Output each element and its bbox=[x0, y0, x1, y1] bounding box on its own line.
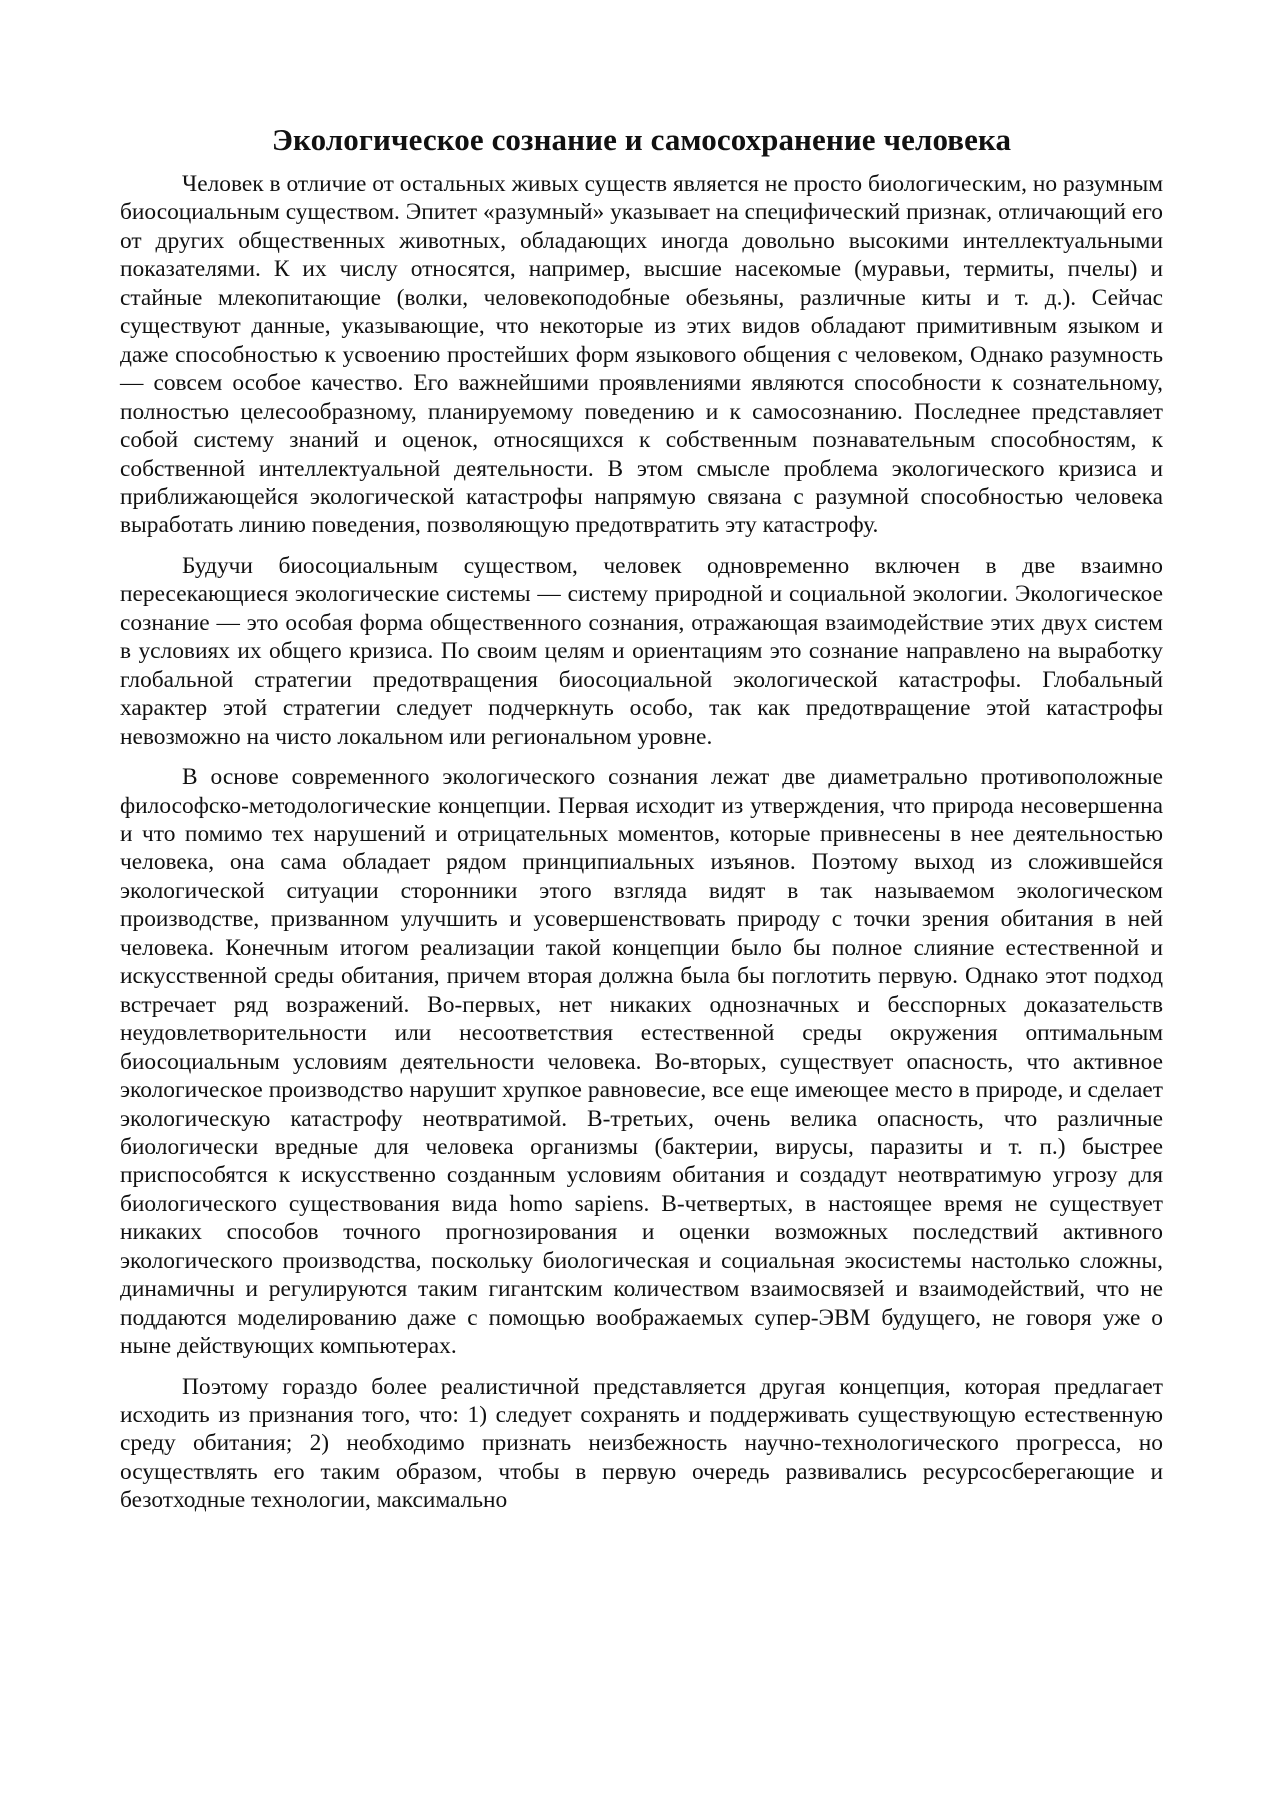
paragraph-3: В основе современного экологического сознания лежат две диаметрально противоположные философско-методологические концепции. Первая исходит из утверждения, что природа несовершенна и что помимо тех нарушений и отрицательных моментов, которые привнесены в нее деятельностью человека, она сама обладает рядом принципиальных изъянов. Поэтому выход из сложившейся экологической ситуации сторонники этого взгляда видят в так называемом экологическом производстве, призванном улучшить и усовершенствовать природу с точки зрения обитания в ней человека. Конечным итогом реализации такой концепции было бы полное слияние естественной и искусственной среды обитания, причем вторая должна была бы поглотить первую. Однако этот подход встречает ряд возражений. Во-первых, нет никаких однозначных и бесспорных доказательств неудовлетворительности или несоответствия естественной среды окружения оптимальным биосоциальным условиям деятельности человека. Во-вторых, существует опасность, что активное экологическое производство нарушит хрупкое равновесие, все еще имеющее место в природе, и сделает экологическую катастрофу неотвратимой. В-третьих, очень велика опасность, что различные биологически вредные для человека организмы (бактерии, вирусы, паразиты и т. п.) быстрее приспособятся к искусственно созданным условиям обитания и создадут неотвратимую угрозу для биологического существования вида homo sapiens. В-четвертых, в настоящее время не существует никаких способов точного прогнозирования и оценки возможных последствий активного экологического производства, поскольку биологическая и социальная экосистемы настолько сложны, динамичны и регулируются таким гигантским количеством взаимосвязей и взаимодействий, что не поддаются моделированию даже с помощью воображаемых супер-ЭВМ будущего, не говоря уже о ныне действующих компьютерах. bbox=[120, 764, 1163, 1360]
paragraph-1: Человек в отличие от остальных живых существ является не просто биологическим, но разумным биосоциальным существом. Эпитет «разумный» указывает на специфический признак, отличающий его от других общественных животных, обладающих иногда довольно высокими интеллектуальными показателями. К их числу относятся, например, высшие насекомые (муравьи, термиты, пчелы) и стайные млекопитающие (волки, человекоподобные обезьяны, различные киты и т. д.). Сейчас существуют данные, указывающие, что некоторые из этих видов обладают примитивным языком и даже способностью к усвоению простейших форм языкового общения с человеком, Однако разумность — совсем особое качество. Его важнейшими проявлениями являются способности к сознательному, полностью целесообразному, планируемому поведению и к самосознанию. Последнее представляет собой систему знаний и оценок, относящихся к собственным познавательным способностям, к собственной интеллектуальной деятельности. В этом смысле проблема экологического кризиса и приближающейся экологической катастрофы напрямую связана с разумной способностью человека выработать линию поведения, позволяющую предотвратить эту катастрофу. bbox=[120, 171, 1163, 539]
paragraph-4: Поэтому гораздо более реалистичной представляется другая концепция, которая предлагает исходить из признания того, что: 1) следует сохранять и поддерживать существующую естественную среду обитания; 2) необходимо признать неизбежность научно-технологического прогресса, но осуществлять его таким образом, чтобы в первую очередь развивались ресурсосберегающие и безотходные технологии, максимально bbox=[120, 1373, 1163, 1514]
paragraph-2: Будучи биосоциальным существом, человек одновременно включен в две взаимно пересекающиеся экологические системы — систему природной и социальной экологии. Экологическое сознание — это особая форма общественного сознания, отражающая взаимодействие этих двух систем в условиях их общего кризиса. По своим целям и ориентациям это сознание направлено на выработку глобальной стратегии предотвращения биосоциальной экологической катастрофы. Глобальный характер этой стратегии следует подчеркнуть особо, так как предотвращение этой катастрофы невозможно на чисто локальном или региональном уровне. bbox=[120, 552, 1163, 750]
page-title: Экологическое сознание и самосохранение человека bbox=[271, 122, 1012, 157]
